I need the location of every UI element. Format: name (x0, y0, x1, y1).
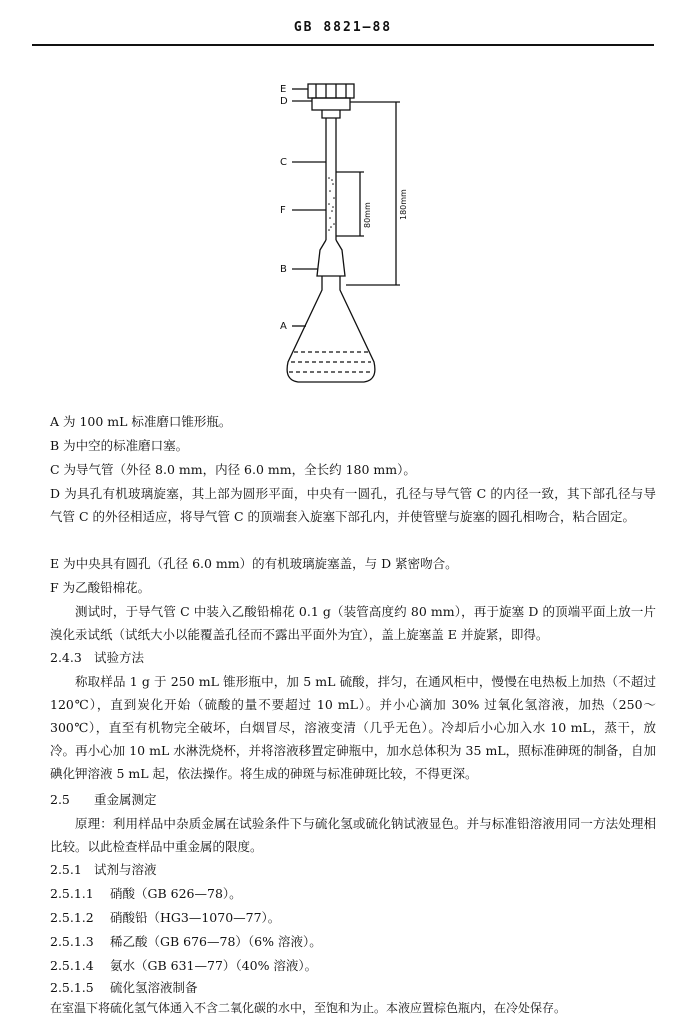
cap-e (308, 84, 354, 98)
principle-text: 原理：利用样品中杂质金属在试验条件下与硫化氢或硫化钠试液显色。并与标准铅溶液用同一方法处理相比较。以此检查样品中重金属的限度。 (50, 816, 656, 854)
reagent-num: 2.5.1.5 (50, 980, 94, 995)
section-title: 试验方法 (94, 650, 145, 665)
test-note: 测试时，于导气管 C 中装入乙酸铅棉花 0.1 g（装管高度约 80 mm），再于旋塞 D 的顶端平面上放一片溴化汞试纸（试纸大小以能覆盖孔径而不露出平面外为宜），盖上旋塞盖 E 并旋紧，即得。 (50, 604, 656, 642)
reagent-item (50, 956, 317, 976)
label-e: E (280, 84, 287, 95)
section-title: 重金属测定 (94, 792, 157, 807)
reagent-num: 2.5.1.3 (50, 934, 94, 949)
legend-e: E 为中央具有圆孔（孔径 6.0 mm）的有机玻璃旋塞盖，与 D 紧密吻合。 (50, 556, 458, 571)
page-header: GB 8821—88 (293, 20, 393, 35)
section-num: 2.5 (50, 792, 70, 807)
section-2-4-3 (50, 648, 144, 668)
section-2-5-1 (50, 860, 157, 880)
apparatus-figure (270, 80, 440, 398)
label-c: C (280, 157, 287, 168)
method-text: 称取样品 1 g 于 250 mL 锥形瓶中，加 5 mL 硫酸，拌匀，在通风柜中，慢慢在电热板上加热（不超过 120℃），直到炭化开始（硫酸的量不要超过 10 mL）。并小心滴加 30% 过氧化氢溶液，加热（250～300℃），直至有机物完全破坏，白烟冒尽，溶液变清（几乎无色）。冷却后小心加入水 10 mL，蒸干，放冷。再小心加 10 mL 水淋洗烧杯，并将溶液移置定砷瓶中，加水总体积为 35 mL，照标准砷斑的制备，自加碘化钾溶液 5 mL 起，依法操作。将生成的砷斑与标准砷斑比较，不得更深。 (50, 674, 656, 781)
legend-b: B 为中空的标准磨口塞。 (50, 438, 189, 453)
reagent-item (50, 884, 242, 904)
legend-f: F 为乙酸铅棉花。 (50, 580, 151, 595)
section-2-5 (50, 790, 157, 810)
label-d: D (280, 96, 288, 107)
stopper-b (317, 240, 345, 276)
label-f: F (280, 205, 286, 216)
section-title: 试剂与溶液 (94, 862, 157, 877)
section-num: 2.4.3 (50, 650, 82, 665)
reagent-text: 硫化氢溶液制备 (110, 980, 198, 995)
reagent-item (50, 908, 280, 928)
h2s-prep-text: 在室温下将硫化氢气体通入不含二氧化碳的水中，至饱和为止。本液应置棕色瓶内，在冷处保存。 (50, 1001, 567, 1015)
dim-80mm: 80mm (363, 202, 372, 228)
stopper-d (312, 98, 350, 110)
legend-a: A 为 100 mL 标准磨口锥形瓶。 (50, 414, 232, 429)
reagent-text: 氨水（GB 631—77）（40% 溶液）。 (110, 958, 318, 973)
reagent-text: 稀乙酸（GB 676—78）（6% 溶液）。 (110, 934, 322, 949)
reagent-num: 2.5.1.1 (50, 886, 94, 901)
legend-d: D 为具孔有机玻璃旋塞，其上部为圆形平面，中央有一圆孔，孔径与导气管 C 的内径一致，其下部孔径与导气管 C 的外径相适应，将导气管 C 的顶端套入旋塞下部孔内，并使管壁与旋塞的圆孔相吻合，粘合固定。 (50, 486, 656, 524)
reagent-num: 2.5.1.2 (50, 910, 94, 925)
header-rule (32, 44, 654, 46)
label-a: A (280, 321, 287, 332)
label-b: B (280, 264, 287, 275)
reagent-num: 2.5.1.4 (50, 958, 94, 973)
reagent-item (50, 978, 198, 998)
legend-c: C 为导气管（外径 8.0 mm，内径 6.0 mm，全长约 180 mm）。 (50, 462, 416, 477)
section-num: 2.5.1 (50, 862, 82, 877)
flask-a (287, 276, 375, 382)
dim-180mm: 180mm (399, 189, 408, 220)
reagent-item (50, 932, 322, 952)
reagent-text: 硝酸（GB 626—78）。 (110, 886, 242, 901)
reagent-text: 硝酸铅（HG3—1070—77）。 (110, 910, 281, 925)
